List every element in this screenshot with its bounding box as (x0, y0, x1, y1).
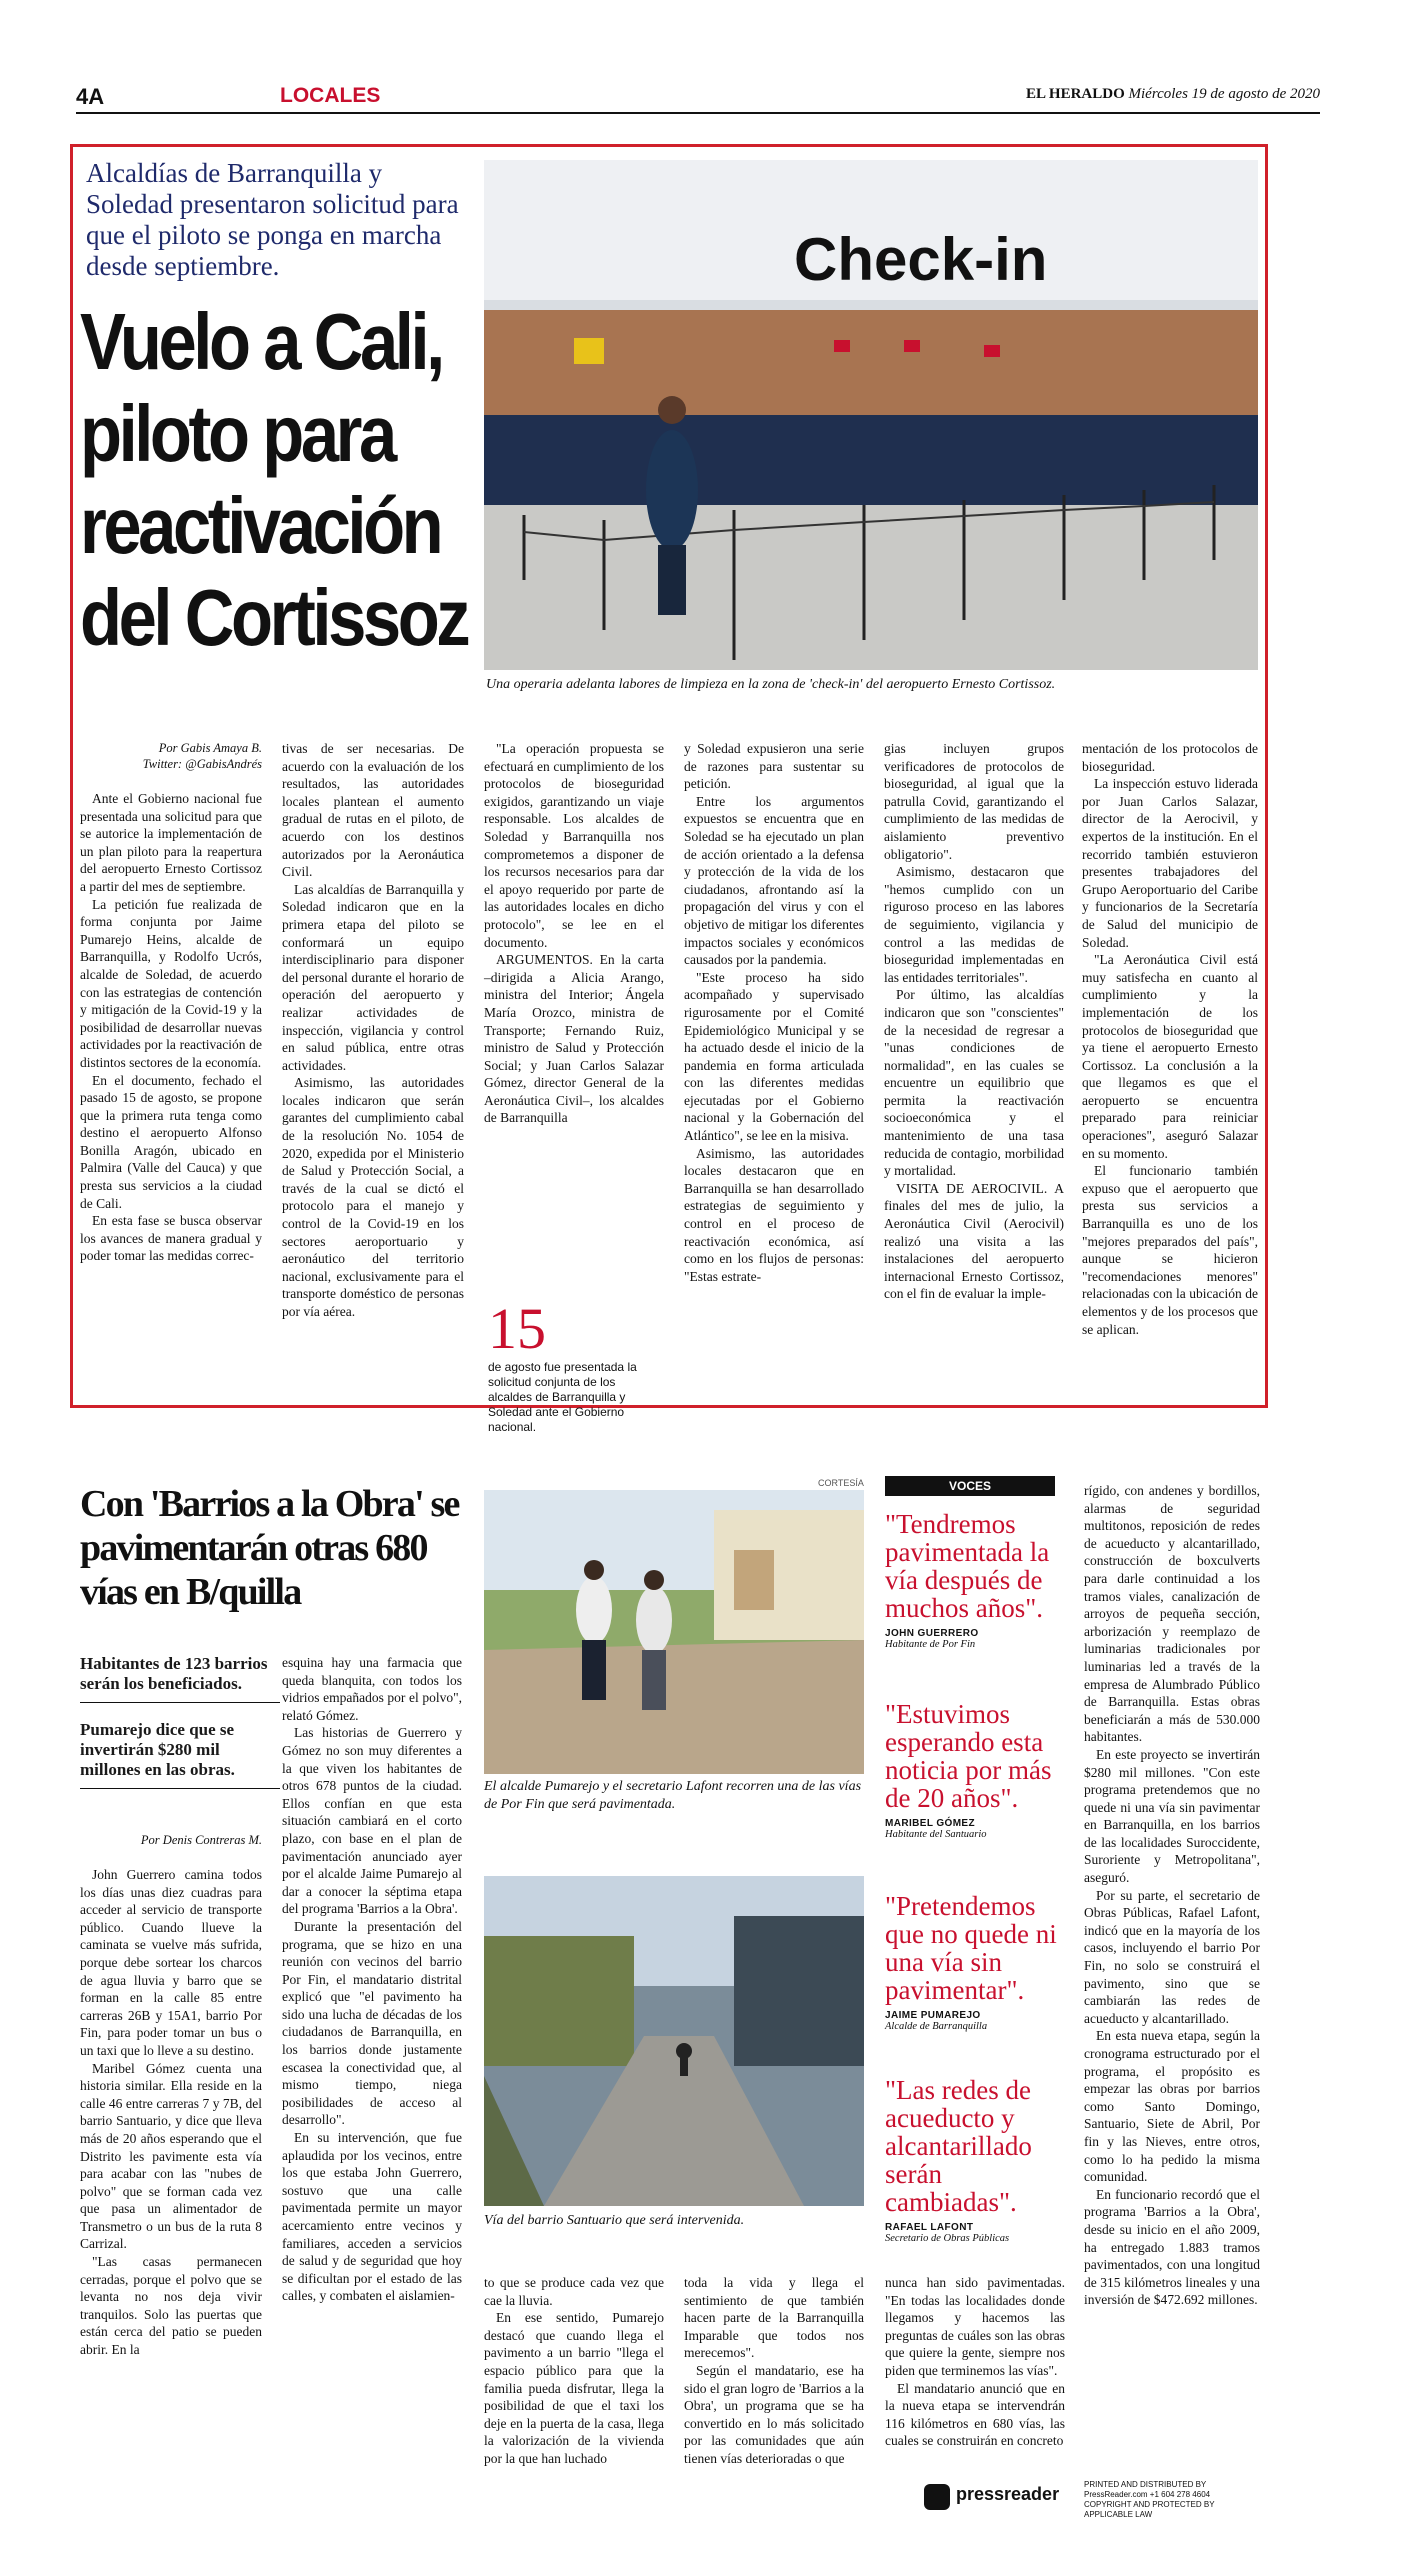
paper-name: EL HERALDO (1025, 86, 1125, 102)
paragraph: "Este proceso ha sido acompañado y supervisado rigurosamente por el Comité Epidemiológico Municipal y se ha actuado desde el inicio de la pandemia en forma articulada con las diferentes medidas ejecutadas por el Gobierno nacional y la Gobernación del Atlántico", se lee en la misiva. (684, 969, 864, 1144)
paragraph: John Guerrero camina todos los días unas diez cuadras para acceder al servicio de transporte público. Cuando llueve la caminata se vuelve más sufrida, porque debe sortear los charcos de agua lluvia y barro que se forman en la calle 85 entre carreras 26B y 15A1, barrio Por Fin, para poder tomar un bus o un taxi que lo lleve a su destino. (80, 1867, 262, 2058)
story2-headline: Con 'Barrios a la Obra' se pavimentarán otras 680 vías en B/quilla (80, 1483, 459, 1613)
footer-line: PRINTED AND DISTRIBUTED BY (1084, 2480, 1207, 2489)
paragraph: La inspección estuvo liderada por Juan Carlos Salazar, director de la Aerocivil, y expertos de la institución. En el recorrido también estuvieron presentes trabajadores del Grupo Aeroportuario del Caribe y funcionarios de la Secretaría de Salud del municipio de Soledad. (1082, 776, 1258, 950)
story1-col1 (80, 740, 262, 1265)
story2-deck1: Habitantes de 123 barrios serán los beneficiados. (80, 1654, 280, 1703)
santuario-street-illustration (484, 1876, 864, 2206)
page-header (76, 84, 1320, 114)
page-number: 4A (76, 84, 105, 109)
photo-officials (484, 1490, 864, 1774)
story1-col5 (884, 740, 1064, 1303)
paragraph: esquina hay una farmacia que queda blanquita, con todos los vidrios empañados por el polvo", relató Gómez. (282, 1655, 462, 1723)
paragraph: Ante el Gobierno nacional fue presentada una solicitud para que se autorice la implementación de un plan piloto para la reapertura del aeropuerto Ernesto Cortissoz a partir del mes de septiembre. (80, 791, 262, 894)
story1-headline (80, 296, 468, 664)
paragraph: El funcionario también expuso que el aeropuerto que presta sus servicios a Barranquilla es uno de los "mejores preparados del país", aunque se hicieron "recomendaciones menores" relacionadas con la ubicación de elementos y de los procesos que se aplican. (1082, 1163, 1258, 1337)
story2-col4 (684, 2274, 864, 2468)
byline: Por Denis Contreras M. (140, 1833, 262, 1847)
quote-role: Habitante del Santuario (885, 1829, 987, 1840)
quote-author: JOHN GUERRERO (885, 1628, 979, 1639)
paragraph: En ese sentido, Pumarejo destacó que cuando llega el pavimento a un barrio "llega el espacio público para que la familia pueda disfrutar, llega la posibilidad de que el taxi los deje en la puerta de la casa, llega la valorización de la vivienda por la que han luchado (484, 2310, 664, 2466)
voces-label: VOCES (885, 1476, 1055, 1496)
story1-col3 (484, 740, 664, 1127)
footer-line: PressReader.com +1 604 278 4604 (1084, 2490, 1211, 2499)
paragraph: Maribel Gómez cuenta una historia similar. Ella reside en la calle 46 entre carreras 7 y 7B, del barrio Santuario, y dice que lleva más de 20 años esperando que el Distrito les pavimente esta vía para acabar con las "nubes de polvo" que se forman cada vez que pasa un alimentador de Transmetro o un bus de la ruta 8 Carrizal. (80, 2060, 262, 2252)
quote-role: Secretario de Obras Públicas (885, 2233, 1010, 2244)
paragraph: En funcionario recordó que el programa 'Barrios a la Obra', desde su inicio en el año 2009, ha entregado 1.883 tramos pavimentados, con una longitud de 315 kilómetros lineales y una inversión de $472.692 millones. (1084, 2186, 1260, 2308)
quote-role: Habitante de Por Fin (885, 1639, 976, 1650)
story1-col6 (1082, 740, 1258, 1338)
paragraph: VISITA DE AEROCIVIL. A finales del mes de julio, la Aeronáutica Civil (Aerocivil) realizó una visita a las instalaciones del aeropuerto internacional Ernesto Cortissoz, con el fin de evaluar la imple- (884, 1180, 1064, 1302)
headline-line: del Cortissoz (80, 573, 468, 662)
paper-dateline (1026, 86, 1320, 103)
photo-caption: El alcalde Pumarejo y el secretario Lafont recorren una de las vías de Por Fin que será pavimentada. (484, 1779, 862, 1812)
paragraph: y Soledad expusieron una serie de razones para sustentar su petición. (684, 741, 864, 792)
airport-photo (484, 160, 1258, 670)
paragraph: Según el mandatario, ese ha sido el gran logro de 'Barrios a la Obra', un programa que se ha convertido en lo más solicitado por las comunidades que aún tienen vías deterioradas o que (684, 2362, 864, 2466)
paragraph: Por último, las alcaldías indicaron que son "conscientes" de la necesidad de regresar a "unas condiciones de normalidad", en las cuales se encuentre un equilibrio que permita la reactivación socioeconómica y el mantenimiento de una tasa reducida de contagio, morbilidad y mortalidad. (884, 987, 1064, 1179)
quote-author: RAFAEL LAFONT (885, 2222, 974, 2233)
quote-box (885, 1892, 1075, 2032)
paragraph: "La Aeronáutica Civil está muy satisfecha en cuanto al cumplimiento y la implementación de los protocolos de bioseguridad que ya tiene el aeropuerto Ernesto Cortissoz. La conclusión a la que llegamos es que el aeropuerto se encuentra preparado para reiniciar operaciones", aseguró Salazar en su momento. (1082, 952, 1258, 1161)
pressreader-badge[interactable] (924, 2480, 1254, 2519)
paragraph: toda la vida y llega el sentimiento de que también hacen parte de la Barranquilla Imparable que todos nos merecemos". (684, 2275, 864, 2361)
story2-col2 (282, 1654, 462, 2305)
story2-col5 (885, 2274, 1065, 2450)
paragraph: En este proyecto se invertirán $280 mil millones. "Con este programa pretendemos que no quede ni una vía sin pavimentar en Barranquilla, en los barrios de las localidades Suroccidente, Suroriente y Metropolitana", aseguró. (1084, 1746, 1260, 1886)
byline: Por Gabis Amaya B. (158, 741, 262, 755)
pressreader-logo (924, 2484, 950, 2510)
quote-text: "Pretendemos que no quede ni una vía sin pavimentar". (885, 1891, 1057, 2005)
section-name: LOCALES (280, 84, 381, 107)
footer-line: COPYRIGHT AND PROTECTED BY APPLICABLE LAW (1084, 2500, 1215, 2519)
paragraph: En esta fase se busca observar los avances de manera gradual y poder tomar las medidas correc- (80, 1213, 262, 1264)
paragraph: El mandatario anunció que en la nueva etapa se intervendrán 116 kilómetros en 680 vías, las cuales se construirán en concreto (885, 2380, 1065, 2449)
twitter-handle: Twitter: @GabisAndrés (142, 757, 262, 771)
airport-checkin-illustration (484, 160, 1258, 670)
paragraph: rígido, con andenes y bordillos, alarmas de seguridad multitonos, reposición de redes de acueducto y alcantarillado, construcción de boxculverts para darle continuidad a los tramos viales, canalización de arroyos de pequeña sección, arborización y reemplazo de luminarias tradicionales por luminarias led a través de la empresa de Alumbrado Público de Barranquilla. Estas obras beneficiarán a más de 530.000 habitantes. (1084, 1483, 1260, 1745)
pressreader-brand: pressreader (956, 2484, 1060, 2504)
paragraph: ARGUMENTOS. En la carta –dirigida a Alicia Arango, ministra del Interior; Ángela María Orozco, ministra de Transporte; Fernando Ruiz, ministro de Salud y Protección Social; y Juan Carlos Salazar Gómez, director General de la Aeronáutica Civil–, los alcaldes de Barranquilla (484, 952, 664, 1126)
quote-author: MARIBEL GÓMEZ (885, 1818, 976, 1829)
story2-col3 (484, 2274, 664, 2468)
paragraph: Entre los argumentos expuestos se encuentra que en Soledad se ha ejecutado un plan de acción orientado a la defensa y protección de la vida de los ciudadanos, afrontando así la propagación del virus y con el objetivo de mitigar los diferentes impactos sociales y económicos causados por la pandemia. (684, 793, 864, 968)
paragraph: En esta nueva etapa, según la cronograma estructurado por el programa, el propósito es empezar las obras por barrios como Santo Domingo, Santuario, Siete de Abril, Por fin y las Nieves, entre otros, como lo ha pedido la misma comunidad. (1084, 2028, 1260, 2185)
paragraph: "Las casas permanecen cerradas, porque el polvo que se levanta no nos deja vivir tranquilos. Solo las puertas que están cerca del patio se pueden abrir. En la (80, 2254, 262, 2358)
quote-box (885, 1700, 1075, 1840)
paragraph: Las historias de Guerrero y Gómez no son muy diferentes a la que viven los habitantes de otros 678 puntos de la ciudad. Ellos confían en que esta situación cambiará en el corto plazo, con base en el plan de pavimentación anunciado ayer por el alcalde Jaime Pumarejo al dar a conocer la séptima etapa del programa 'Barrios a la Obra'. (282, 1725, 462, 1917)
paragraph: La petición fue realizada de forma conjunta por Jaime Pumarejo Heins, alcalde de Barranquilla, y Rodolfo Ucrós, alcalde de Soledad, de acuerdo con las estrategias de contención y mitigación de la Covid-19 y la posibilidad de desarrollar nuevas actividades por la reactivación de distintos sectores de la economía. (80, 896, 262, 1070)
quote-box (885, 2076, 1075, 2244)
paragraph: nunca han sido pavimentadas. "En todas las localidades donde llegamos y hacemos las preguntas de cuáles son las obras que quiere la gente, siempre nos piden que terminemos las vías". (885, 2275, 1065, 2378)
quote-text: "Las redes de acueducto y alcantarillado serán cambiadas". (885, 2075, 1032, 2217)
headline-line: reactivación (80, 481, 441, 570)
issue-date: Miércoles 19 de agosto de 2020 (1128, 86, 1320, 102)
photo-credit: CORTESÍA (818, 1478, 864, 1488)
photo-santuario (484, 1876, 864, 2206)
paragraph: Asimismo, las autoridades locales indicaron que serán garantes del cumplimiento cabal de la resolución No. 1054 de 2020, expedida por el Ministerio de Salud y Protección Social, a través de la cual se dictó el protocolo para el manejo y control de la Covid-19 en los sectores aeroportuario y aeronáutico del territorio nacional, exclusivamente para el transporte doméstico de personas por vía aérea. (282, 1075, 464, 1319)
photo-caption: Vía del barrio Santuario que será intervenida. (484, 2213, 745, 2228)
paragraph: "La operación propuesta se efectuará en cumplimiento de los protocolos de bioseguridad exigidos, garantizando un viaje responsable. Los alcaldes de Soledad y Barranquilla nos comprometemos a disponer de los recursos necesarios para dar el apoyo requerido por parte de las autoridades locales en dicho protocolo", se lee en el documento. (484, 741, 664, 950)
factbox-text: de agosto fue presentada la solicitud conjunta de los alcaldes de Barranquilla y Soledad ante el Gobierno nacional. (488, 1360, 637, 1434)
paragraph: Asimismo, destacaron que "hemos cumplido con un riguroso proceso en las labores de seguimiento, vigilancia y control a las medidas de bioseguridad implementadas en las entidades territoriales". (884, 864, 1064, 985)
quote-text: "Tendremos pavimentada la vía después de muchos años". (885, 1509, 1050, 1623)
paragraph: mentación de los protocolos de bioseguridad. (1082, 741, 1258, 774)
paragraph: Las alcaldías de Barranquilla y Soledad indicaron que en la primera etapa del piloto se conformará un equipo interdisciplinario para disponer del personal durante el horario de operación del aeropuerto y realizar actividades de inspección, vigilancia y control en salud pública, entre otras actividades. (282, 881, 464, 1073)
paragraph: Asimismo, las autoridades locales destacaron que en Barranquilla se han desarrollado estrategias de seguimiento y control en el proceso de reactivación económica, así como en los flujos de personas: "Estas estrate- (684, 1145, 864, 1284)
paragraph: gias incluyen grupos verificadores de protocolos de bioseguridad, al igual que la patrulla Covid, garantizando el cumplimiento de las medidas de aislamiento preventivo obligatorio". (884, 741, 1064, 862)
story2-col1 (80, 1832, 262, 2359)
story1-col2 (282, 740, 464, 1321)
paragraph: to que se produce cada vez que cae la lluvia. (484, 2275, 664, 2308)
story1-col4 (684, 740, 864, 1285)
story1-kicker: Alcaldías de Barranquilla y Soledad presentaron solicitud para que el piloto se ponga en marcha desde septiembre. (86, 158, 459, 281)
paragraph: Por su parte, el secretario de Obras Públicas, Rafael Lafont, indicó que en la mayoría de los casos, incluyendo el barrio Por Fin, no solo se construirá el pavimento, sino que se cambiarán las redes de acueducto y alcantarillado. (1084, 1887, 1260, 2026)
quote-author: JAIME PUMAREJO (885, 2010, 981, 2021)
quote-role: Alcalde de Barranquilla (885, 2021, 988, 2032)
story2-col6 (1084, 1482, 1260, 2309)
story2-deck2: Pumarejo dice que se invertirán $280 mil millones en las obras. (80, 1720, 280, 1789)
headline-line: piloto para (80, 389, 394, 478)
officials-street-illustration (484, 1490, 864, 1774)
paragraph: tivas de ser necesarias. De acuerdo con la evaluación de los resultados, las autoridades locales plantean el aumento gradual de rutas en el piloto, de acuerdo con los destinos autorizados por la Aeronáutica Civil. (282, 741, 464, 880)
quote-text: "Estuvimos esperando esta noticia por más de 20 años". (885, 1699, 1052, 1813)
factbox-number: 15 (488, 1296, 546, 1361)
pressreader-info (1084, 2480, 1254, 2520)
quote-box (885, 1510, 1075, 1650)
headline-line: Vuelo a Cali, (80, 297, 442, 386)
photo-caption: Una operaria adelanta labores de limpieza en la zona de 'check-in' del aeropuerto Ernesto Cortissoz. (486, 677, 1056, 692)
paragraph: En el documento, fechado el pasado 15 de agosto, se propone que la primera ruta tenga como destino el aeropuerto Alfonso Bonilla Aragón, ubicado en Palmira (Valle del Cauca) y que presta sus servicios a la ciudad de Cali. (80, 1072, 262, 1211)
paragraph: Durante la presentación del programa, que se hizo en una reunión con vecinos del barrio Por Fin, el mandatario distrital explicó que "el pavimento ha sido una lucha de décadas de los ciudadanos de Barranquilla, en los barrios donde justamente escasea la conectividad que, al mismo tiempo, niega posibilidades de acceso al desarrollo". (282, 1918, 462, 2128)
checkin-sign: Check-in (794, 226, 1048, 293)
paragraph: En su intervención, que fue aplaudida por los vecinos, entre los que estaba John Guerrero, sostuvo que una calle pavimentada permite un mayor acercamiento entre vecinos y familiares, acceden a servicios de salud y de seguridad que hoy se dificultan por el estado de las calles, y combaten el aislamien- (282, 2130, 462, 2304)
